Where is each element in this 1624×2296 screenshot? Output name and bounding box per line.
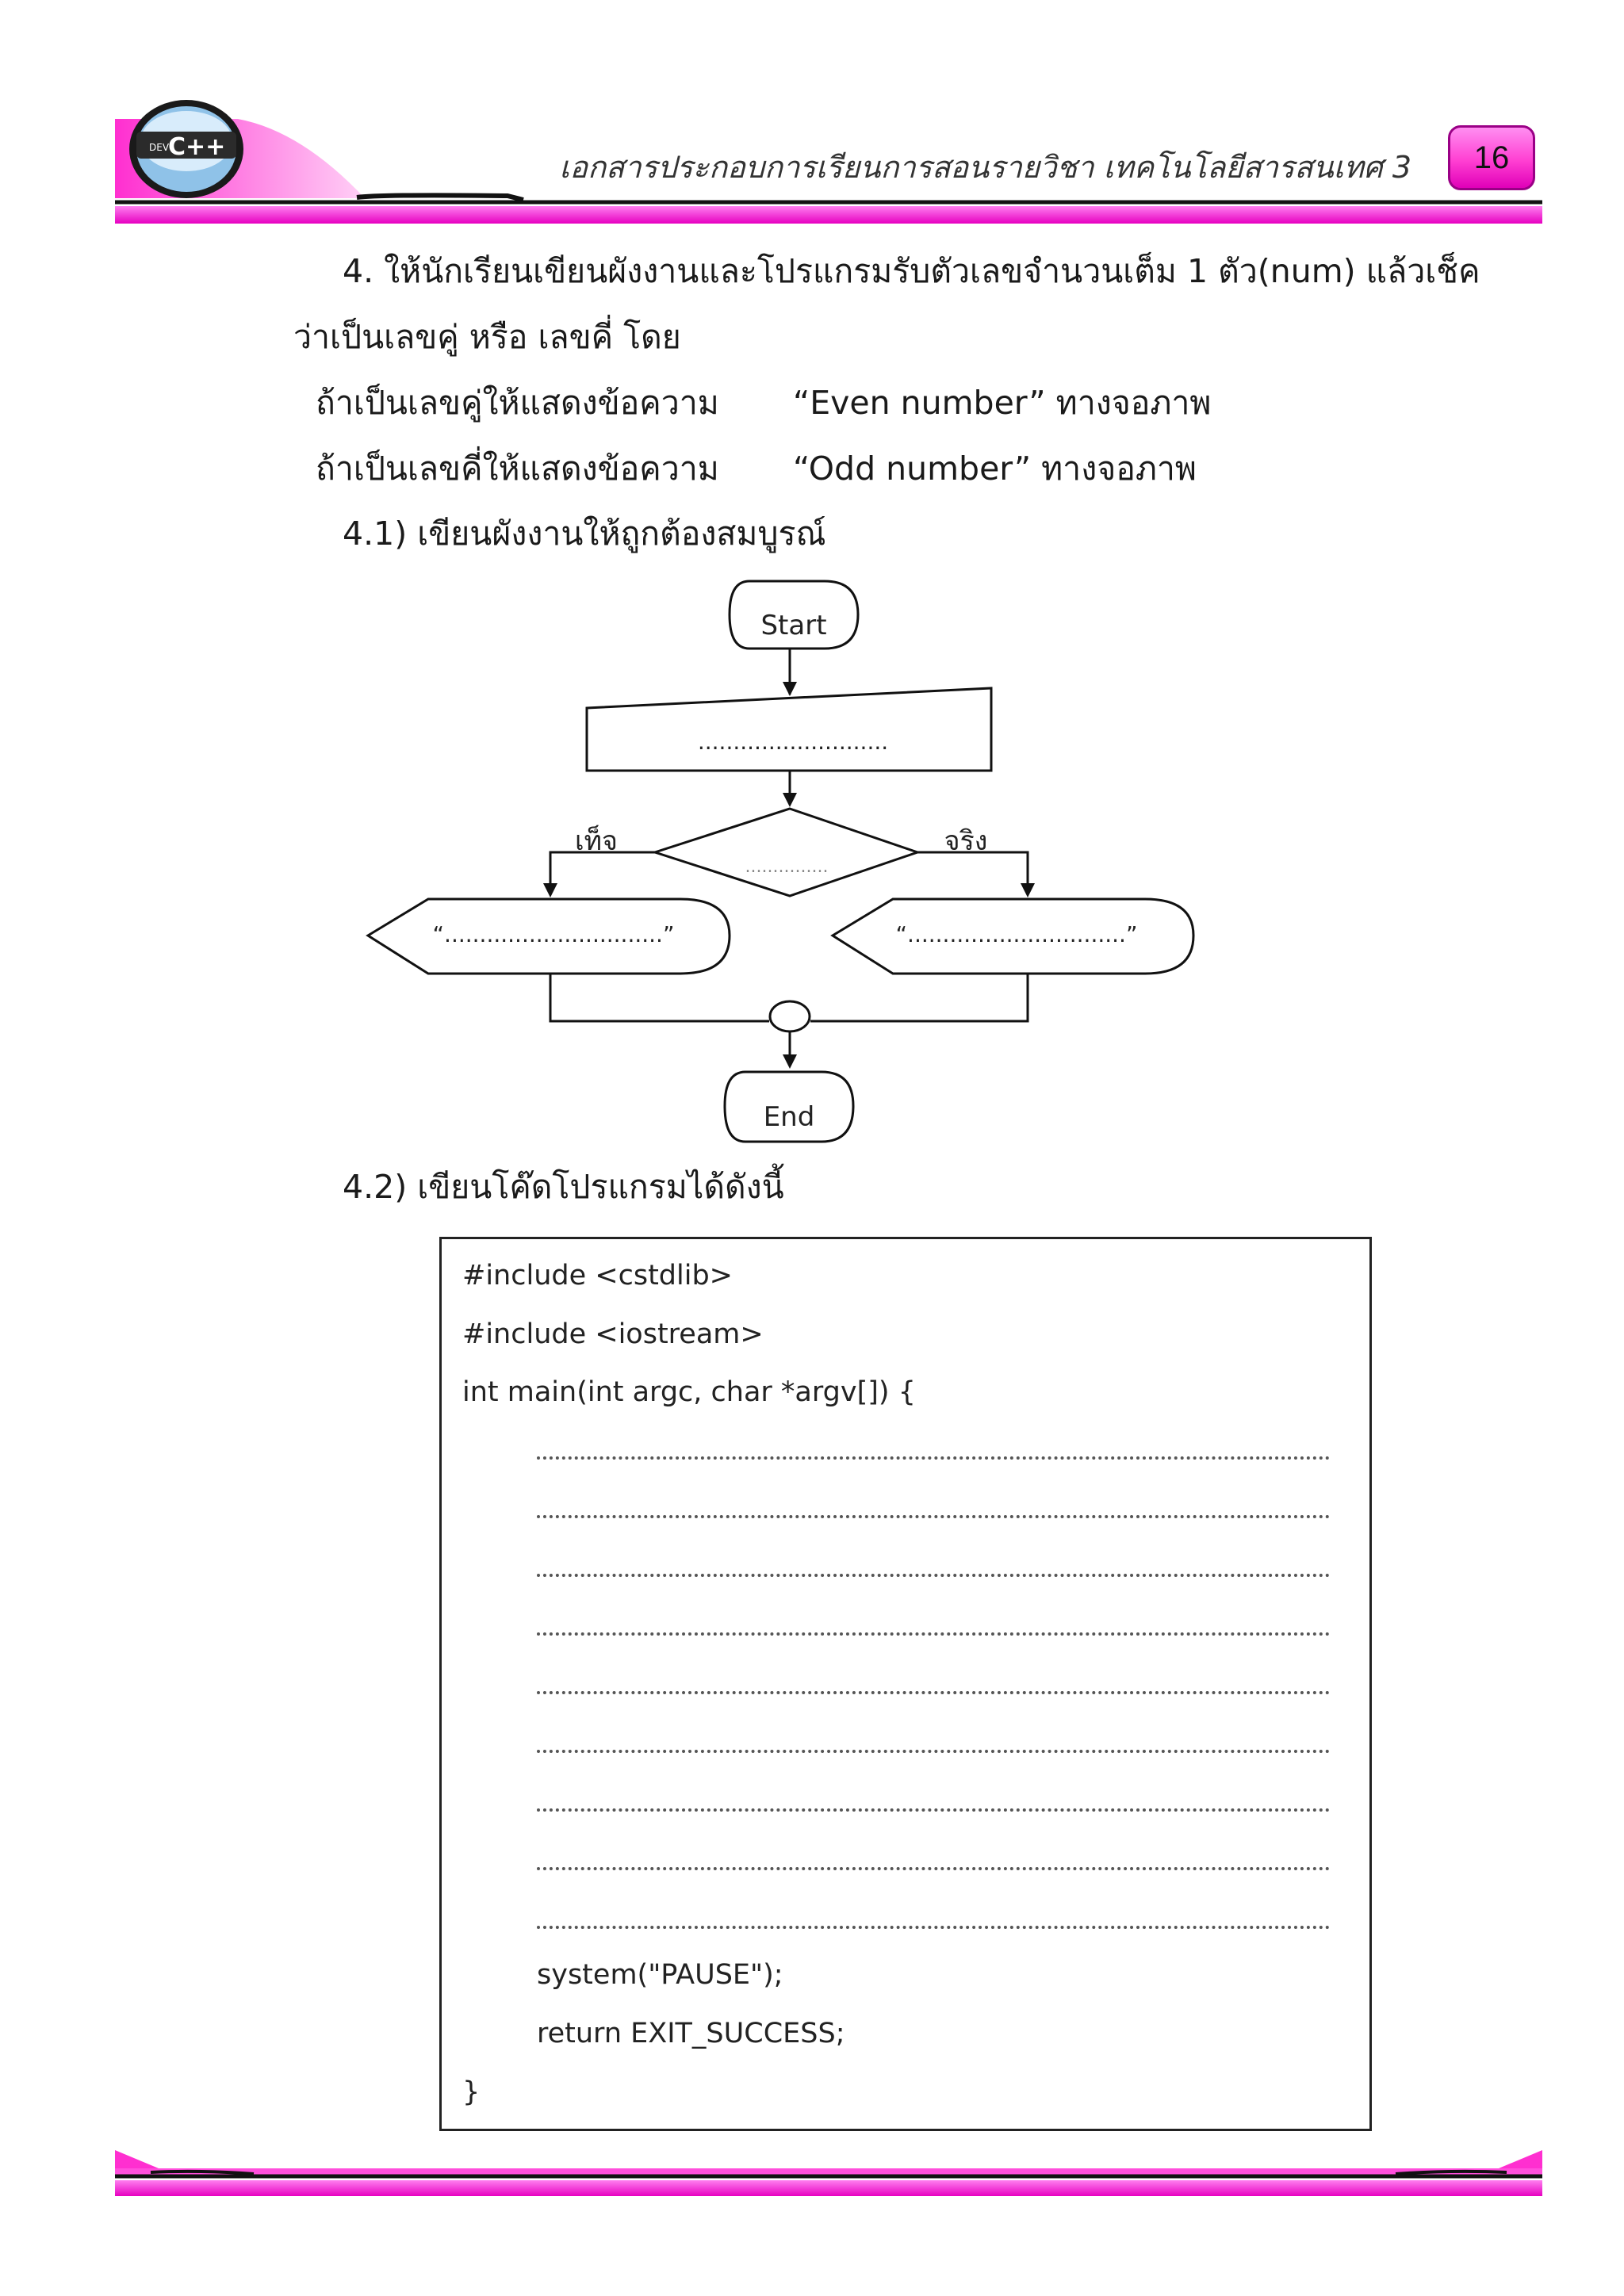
subquestion-4-2: 4.2) เขียนโค๊ดโปรแกรมได้ดังนี้: [343, 1168, 784, 1206]
code-line-system-pause: system("PAUSE");: [537, 1959, 783, 1991]
logo-small-text: DEV: [149, 142, 170, 153]
blank-code-line: [537, 1629, 1330, 1636]
blank-code-line: [537, 1864, 1330, 1870]
page-number-badge: 16: [1448, 125, 1535, 190]
false-output: “...............................”: [432, 921, 675, 947]
true-label: จริง: [944, 825, 988, 857]
dev-cpp-logo: [119, 94, 254, 205]
code-line-return: return EXIT_SUCCESS;: [537, 2018, 845, 2049]
odd-output: “Odd number” ทางจอภาพ: [793, 450, 1197, 488]
blank-code-line: [537, 1747, 1330, 1753]
code-line-main: int main(int argc, char *argv[]) {: [462, 1376, 916, 1408]
blank-code-line: [537, 1923, 1330, 1929]
flowchart: [349, 571, 1221, 1158]
input-blank: ...........................: [697, 729, 889, 755]
connector-circle: [770, 1001, 810, 1031]
even-output: “Even number” ทางจอภาพ: [793, 384, 1212, 422]
decision-diamond: [655, 809, 917, 896]
blank-code-line: [537, 1805, 1330, 1812]
false-label: เท็จ: [575, 825, 618, 857]
end-label: End: [763, 1101, 815, 1133]
question-line-2: ว่าเป็นเลขคู่ หรือ เลขคี่ โดย: [293, 318, 681, 356]
code-line-include-cstdlib: #include <cstdlib>: [462, 1260, 733, 1292]
even-condition: ถ้าเป็นเลขคู่ให้แสดงข้อความ: [316, 384, 719, 422]
question-line-1: 4. ให้นักเรียนเขียนผังงานและโปรแกรมรับตัวเลขจำนวนเต็ม 1 ตัว(num) แล้วเช็ค: [343, 252, 1480, 290]
blank-code-line: [537, 1453, 1330, 1460]
odd-condition: ถ้าเป็นเลขคี่ให้แสดงข้อความ: [316, 450, 719, 488]
subquestion-4-1: 4.1) เขียนผังงานให้ถูกต้องสมบูรณ์: [343, 515, 826, 553]
blank-code-line: [537, 1688, 1330, 1694]
decision-blank: ...............: [745, 857, 829, 877]
blank-code-line: [537, 1571, 1330, 1577]
code-line-include-iostream: #include <iostream>: [462, 1318, 764, 1350]
logo-text: C++: [168, 133, 226, 161]
code-box: [439, 1237, 1372, 2131]
start-label: Start: [760, 610, 827, 641]
footer-banner: [0, 2141, 1624, 2236]
true-output: “...............................”: [895, 921, 1138, 947]
document-title: เอกสารประกอบการเรียนการสอนรายวิชา เทคโนโลยีสารสนเทศ 3: [559, 150, 1411, 185]
code-line-close-brace: }: [462, 2076, 481, 2108]
blank-code-line: [537, 1512, 1330, 1518]
